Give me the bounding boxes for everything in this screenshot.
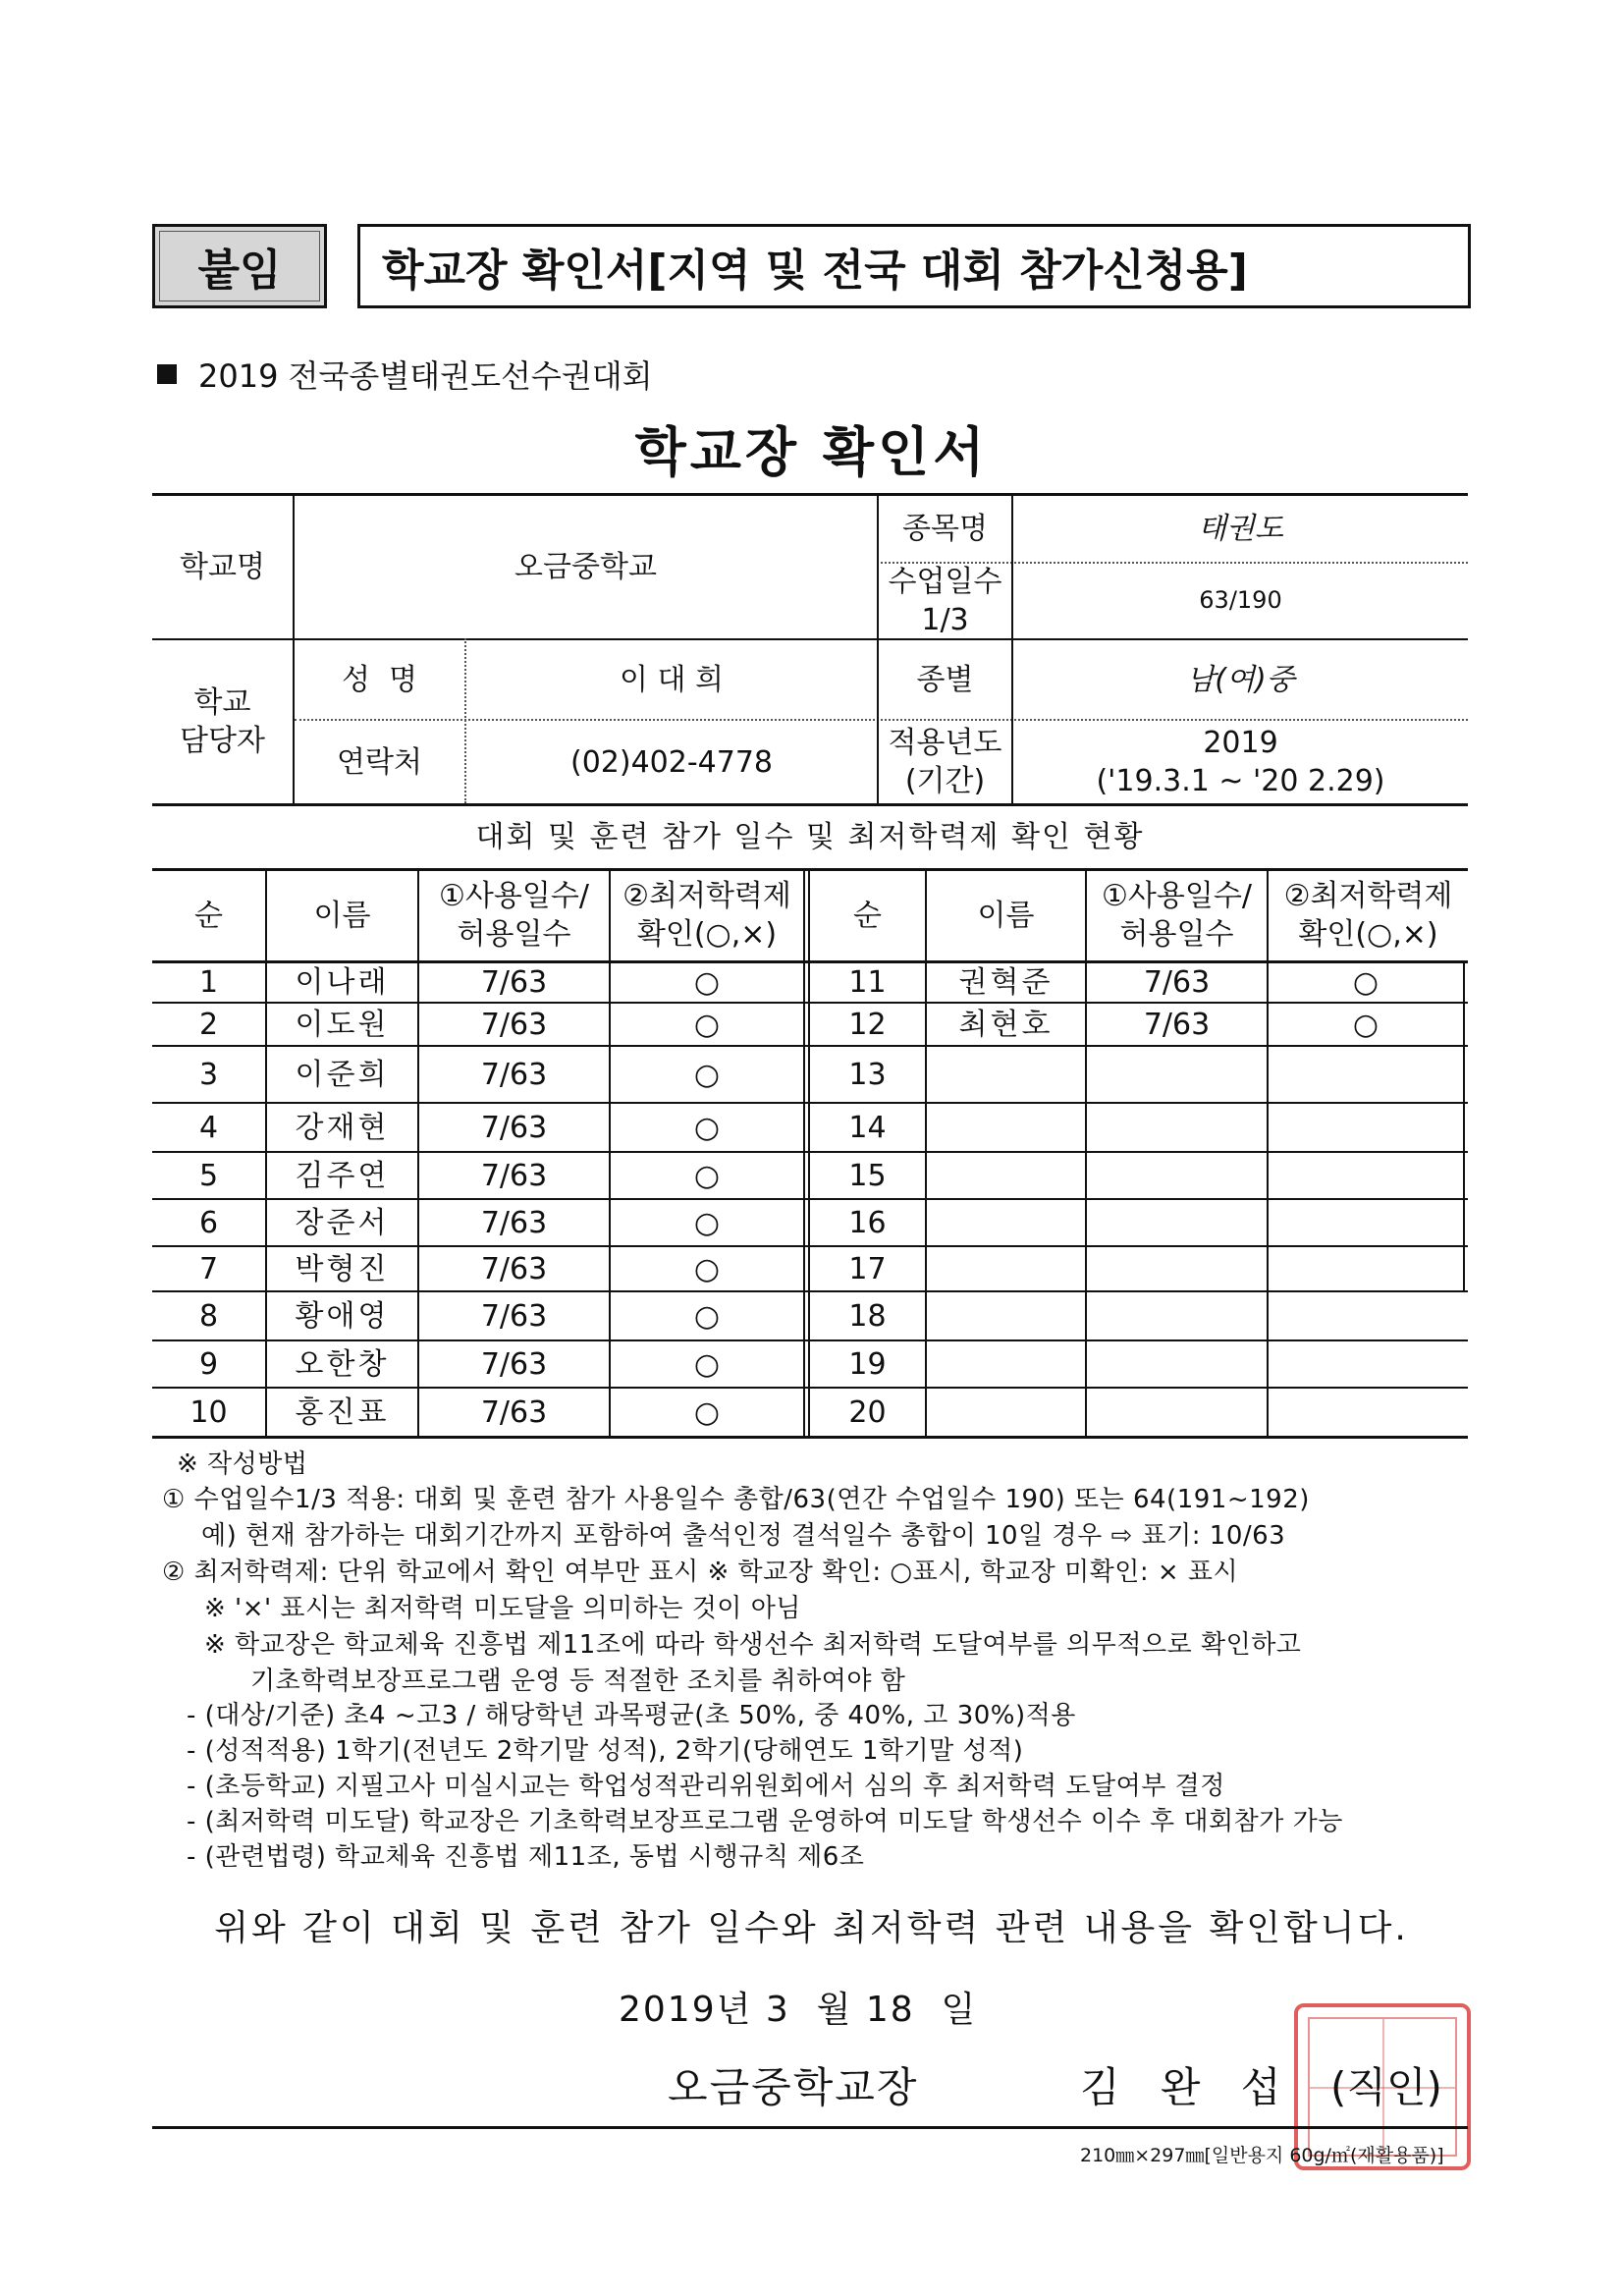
cell-name: 강재현 (295, 1110, 390, 1145)
cell-name: 이나래 (295, 964, 390, 1000)
cell-check: ○ (1352, 964, 1380, 1000)
cell-days: 7/63 (480, 1251, 548, 1286)
cell-name: 장준서 (295, 1205, 390, 1240)
cell-check: ○ (693, 1158, 721, 1193)
signer-name: 김 완 섭 (1080, 2063, 1295, 2111)
class-days-label (879, 564, 1011, 638)
col-header-days-right (1087, 870, 1267, 960)
cell-no: 10 (189, 1394, 228, 1430)
cell-no: 12 (848, 1007, 887, 1042)
school-name-label: 학교명 (180, 549, 265, 584)
seal-label: (직인) (1330, 2063, 1442, 2111)
cell-check: ○ (1352, 1007, 1380, 1042)
year-label-line2: (기간) (904, 764, 986, 798)
document-title: 학교장 확인서 (634, 421, 989, 483)
note-item: 기초학력보장프로그램 운영 등 적절한 조치를 취하여야 함 (250, 1667, 906, 1696)
cell-check (1269, 1153, 1463, 1198)
cell-check: ○ (693, 1205, 721, 1240)
cell-no: 8 (198, 1298, 219, 1334)
year-label-line1: 적용년도 (888, 726, 1002, 760)
col-header-days-left-line1: ①사용일수/ (439, 879, 589, 913)
cell-name: 최현호 (958, 1007, 1054, 1042)
cell-name (927, 1247, 1085, 1290)
col-header-no-right: 순 (853, 898, 882, 933)
cell-days (1087, 1389, 1267, 1436)
cell-no: 9 (198, 1346, 219, 1382)
cell-days: 7/63 (480, 1205, 548, 1240)
cell-no: 17 (848, 1251, 887, 1286)
attachment-label: 붙임 (159, 231, 320, 301)
cell-check: ○ (693, 1110, 721, 1145)
cell-name: 김주연 (295, 1158, 390, 1193)
cell-check: ○ (693, 1394, 721, 1430)
cell-no: 7 (198, 1251, 219, 1286)
cell-days (1087, 1104, 1267, 1151)
person-name-label: 성 명 (341, 662, 418, 697)
cell-check: ○ (693, 964, 721, 1000)
class-days-value: 63/190 (1199, 586, 1282, 615)
category-value: 남(여)중 (1186, 662, 1295, 697)
note-item: - (관련법령) 학교체육 진흥법 제11조, 동법 시행규칙 제6조 (187, 1842, 865, 1872)
cell-name (927, 1341, 1085, 1387)
cell-days: 7/63 (480, 1346, 548, 1382)
cell-days (1087, 1153, 1267, 1198)
col-header-check-right-line2: 확인(○,×) (1298, 917, 1438, 952)
cell-days: 7/63 (480, 1007, 548, 1042)
cell-no: 11 (848, 964, 887, 1000)
cell-no: 20 (848, 1394, 887, 1430)
cell-days: 7/63 (480, 1110, 548, 1145)
cell-no: 19 (848, 1346, 887, 1382)
cell-days: 7/63 (480, 964, 548, 1000)
event-name: 2019 전국종별태권도선수권대회 (198, 357, 653, 395)
col-header-name-left: 이름 (313, 898, 371, 933)
cell-name: 박형진 (295, 1251, 390, 1286)
cell-no: 3 (198, 1057, 219, 1092)
cell-name (927, 1153, 1085, 1198)
note-item: ② 최저학력제: 단위 학교에서 확인 여부만 표시 ※ 학교장 확인: ○표시, 학교장 미확인: × 표시 (162, 1558, 1239, 1587)
col-header-check-left-line1: ②최저학력제 (622, 879, 791, 913)
cell-days: 7/63 (480, 1158, 548, 1193)
cell-no: 5 (198, 1158, 219, 1193)
col-header-check-right (1269, 870, 1468, 960)
note-item: 예) 현재 참가하는 대회기간까지 포함하여 출석인정 결석일수 총합이 10일 경우 ⇨ 표기: 10/63 (201, 1521, 1286, 1551)
year-value (1013, 721, 1468, 803)
sport-label: 종목명 (902, 511, 988, 546)
col-header-no-left: 순 (194, 898, 223, 933)
cell-name: 황애영 (295, 1298, 390, 1334)
col-header-check-left (611, 870, 803, 960)
cell-name (927, 1200, 1085, 1245)
cell-days (1087, 1247, 1267, 1290)
cell-no: 2 (198, 1007, 219, 1042)
cell-name (927, 1104, 1085, 1151)
class-days-label-line1: 수업일수 (888, 565, 1002, 599)
col-header-days-right-line1: ①사용일수/ (1102, 879, 1252, 913)
cell-no: 1 (198, 964, 219, 1000)
cell-name (927, 1292, 1085, 1339)
confirmation-statement: 위와 같이 대회 및 훈련 참가 일수와 최저학력 관련 내용을 확인합니다. (214, 1908, 1409, 1948)
cell-check (1269, 1389, 1463, 1436)
col-header-days-left (419, 870, 609, 960)
sport-value: 태권도 (1198, 511, 1283, 546)
cell-name: 이도원 (295, 1007, 390, 1042)
cell-days: 7/63 (480, 1057, 548, 1092)
cell-days (1087, 1292, 1267, 1339)
cell-no: 16 (848, 1205, 887, 1240)
year-value-line2: ('19.3.1 ~ '20 2.29) (1096, 764, 1385, 798)
col-header-days-left-line2: 허용일수 (457, 917, 571, 952)
cell-check (1269, 1292, 1463, 1339)
cell-name (927, 1389, 1085, 1436)
phone-value: (02)402-4778 (569, 744, 773, 780)
cell-no: 6 (198, 1205, 219, 1240)
paper-spec-footer: 210㎜×297㎜[일반용지 60g/㎡(재활용품)] (1080, 2145, 1444, 2166)
table-caption: 대회 및 훈련 참가 일수 및 최저학력제 확인 현황 (475, 819, 1145, 854)
attachment-tag (152, 224, 327, 308)
note-item: - (성적적용) 1학기(전년도 2학기말 성적), 2학기(당해연도 1학기말 성적) (187, 1736, 1024, 1766)
cell-check (1269, 1104, 1463, 1151)
cell-no: 4 (198, 1110, 219, 1145)
cell-check: ○ (693, 1057, 721, 1092)
cell-no: 14 (848, 1110, 887, 1145)
cell-no: 18 (848, 1298, 887, 1334)
contact-person-label-line1: 학교 (193, 685, 251, 720)
cell-no: 15 (848, 1158, 887, 1193)
category-label: 종별 (916, 662, 974, 697)
note-item: - (최저학력 미도달) 학교장은 기초학력보장프로그램 운영하여 미도달 학생선수 이수 후 대회참가 가능 (187, 1807, 1343, 1836)
issue-date: 2019년 3 월 18 일 (619, 1990, 978, 2030)
year-label (879, 721, 1011, 803)
cell-days: 7/63 (1143, 964, 1211, 1000)
cell-name: 홍진표 (295, 1394, 390, 1430)
year-value-line1: 2019 (1203, 726, 1278, 760)
col-header-days-right-line2: 허용일수 (1119, 917, 1234, 952)
cell-check: ○ (693, 1346, 721, 1382)
cell-days (1087, 1341, 1267, 1387)
cell-check: ○ (693, 1251, 721, 1286)
cell-check (1269, 1247, 1463, 1290)
cell-check (1269, 1341, 1463, 1387)
col-header-check-right-line1: ②최저학력제 (1283, 879, 1453, 913)
class-days-label-line2: 1/3 (921, 603, 969, 637)
phone-label: 연락처 (337, 744, 422, 780)
cell-name (927, 1047, 1085, 1102)
person-name-value: 이 대 희 (619, 662, 724, 697)
note-item: ① 수업일수1/3 적용: 대회 및 훈련 참가 사용일수 총합/63(연간 수업일수 190) 또는 64(191~192) (162, 1485, 1310, 1514)
cell-days (1087, 1200, 1267, 1245)
cell-days: 7/63 (480, 1394, 548, 1430)
contact-person-label (152, 640, 293, 803)
note-heading: ※ 작성방법 (177, 1449, 308, 1479)
cell-check (1269, 1047, 1463, 1102)
cell-no: 13 (848, 1057, 887, 1092)
col-header-check-left-line2: 확인(○,×) (636, 917, 778, 952)
note-item: - (대상/기준) 초4 ~고3 / 해당학년 과목평균(초 50%, 중 40%, 고 30%)적용 (187, 1701, 1076, 1730)
school-name-value: 오금중학교 (514, 549, 657, 584)
cell-name: 오한창 (295, 1346, 390, 1382)
contact-person-label-line2: 담당자 (180, 724, 265, 758)
note-item: ※ 학교장은 학교체육 진흥법 제11조에 따라 학생선수 최저학력 도달여부를 의무적으로 확인하고 (204, 1630, 1302, 1660)
attachment-title: 학교장 확인서[지역 및 전국 대회 참가신청용] (357, 224, 1471, 308)
cell-check (1269, 1200, 1463, 1245)
cell-check: ○ (693, 1007, 721, 1042)
signer-school: 오금중학교장 (668, 2063, 919, 2111)
cell-name: 이준희 (295, 1057, 390, 1092)
cell-days: 7/63 (1143, 1007, 1211, 1042)
cell-name: 권혁준 (958, 964, 1054, 1000)
note-item: ※ '×' 표시는 최저학력 미도달을 의미하는 것이 아님 (204, 1594, 801, 1623)
cell-days: 7/63 (480, 1298, 548, 1334)
col-header-name-right: 이름 (977, 898, 1035, 933)
cell-check: ○ (693, 1298, 721, 1334)
note-item: - (초등학교) 지필고사 미실시교는 학업성적관리위원회에서 심의 후 최저학력 도달여부 결정 (187, 1772, 1225, 1801)
cell-days (1087, 1047, 1267, 1102)
square-bullet-icon (157, 364, 177, 384)
event-line (157, 352, 653, 397)
